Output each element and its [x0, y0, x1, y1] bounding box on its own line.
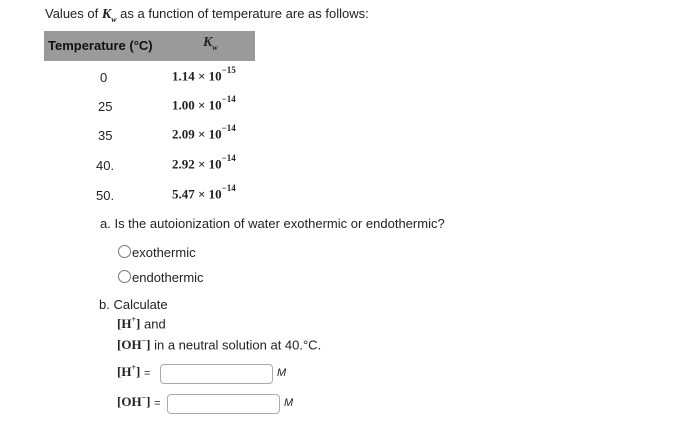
table-cell-kw: $2.92 \times 10^{-14}$: [172, 153, 236, 172]
table-cell-kw: $1.14 \times 10^{-15}$: [172, 65, 236, 84]
header-temperature: Temperature (°C): [48, 38, 153, 53]
intro-text: [45, 6, 369, 24]
table-cell-temperature: 35: [98, 128, 113, 143]
h-answer-label: [H+] =: [117, 363, 151, 380]
oh-ion-line: [117, 337, 321, 353]
oh-ion-bracket: [OH−]: [117, 336, 151, 353]
table-cell-kw: $5.47 \times 10^{-14}$: [172, 183, 236, 202]
table-cell-kw: $1.00 \times 10^{-14}$: [172, 94, 236, 113]
header-kw: $K_w$: [203, 35, 218, 52]
oh-answer-label: [OH−] =: [117, 393, 161, 410]
question-b-label: b. Calculate: [99, 297, 168, 312]
oh-concentration-input[interactable]: [167, 394, 280, 414]
h-ion-bracket: [H+]: [117, 315, 141, 332]
table-cell-temperature: 0: [100, 70, 108, 85]
h-concentration-input[interactable]: [160, 364, 273, 384]
table-cell-temperature: 40.: [96, 158, 115, 173]
table-cell-temperature: 25: [98, 99, 113, 114]
neutral-text: in a neutral solution at 40.°C.: [154, 337, 322, 353]
oh-unit: M: [284, 397, 294, 409]
equals-sign: =: [154, 397, 161, 410]
equals-sign: =: [144, 367, 151, 380]
h-unit: M: [277, 367, 287, 379]
table-cell-kw: $2.09 \times 10^{-14}$: [172, 123, 236, 142]
radio-exothermic[interactable]: [118, 245, 131, 258]
kw-symbol: $K_w$: [101, 7, 117, 24]
h-ion-line: [117, 316, 166, 332]
intro-before: Values of: [45, 6, 102, 21]
intro-after: as a function of temperature are as follows:: [116, 6, 369, 21]
radio-endothermic[interactable]: [118, 270, 131, 283]
option-endothermic-label[interactable]: endothermic: [132, 270, 204, 285]
and-text: and: [144, 316, 166, 332]
table-cell-temperature: 50.: [96, 188, 115, 203]
option-exothermic-label[interactable]: exothermic: [132, 245, 196, 260]
question-a-text: a. Is the autoionization of water exothermic or endothermic?: [100, 216, 445, 231]
